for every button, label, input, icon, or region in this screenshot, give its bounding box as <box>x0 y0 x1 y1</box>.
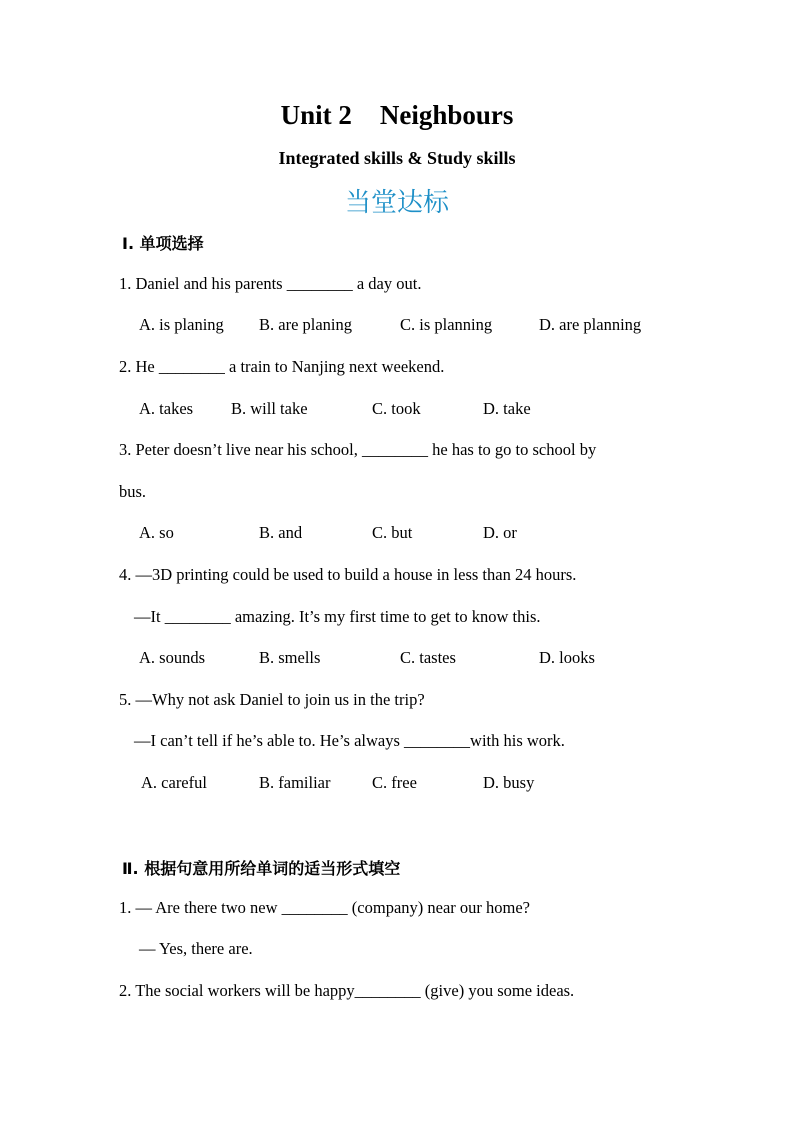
section2-heading: Ⅱ. 根据句意用所给单词的适当形式填空 <box>122 859 401 878</box>
q4-text-cont: —It ________ amazing. It’s my first time to get to know this. <box>134 607 541 626</box>
q3-option-b: B. and <box>259 523 303 542</box>
q5-text-cont: —I can’t tell if he’s able to. He’s always ________with his work. <box>134 731 565 750</box>
q4-option-d: D. looks <box>539 648 595 667</box>
q3-option-a: A. so <box>139 523 174 542</box>
q1-option-d: D. are planning <box>539 315 642 334</box>
q5-option-a: A. careful <box>141 773 207 792</box>
q4-option-c: C. tastes <box>400 648 456 667</box>
q2-option-d: D. take <box>483 399 531 418</box>
section1-heading: Ⅰ. 单项选择 <box>122 234 204 253</box>
q3-option-c: C. but <box>372 523 413 542</box>
title-unit: Unit 2 <box>280 100 352 130</box>
q5-option-c: C. free <box>372 773 417 792</box>
page-title <box>0 100 794 131</box>
q3-text: 3. Peter doesn’t live near his school, ________ he has to go to school by <box>119 440 597 459</box>
page-subtitle: Integrated skills & Study skills <box>278 148 516 168</box>
q5-option-d: D. busy <box>483 773 535 792</box>
q1-option-c: C. is planning <box>400 315 493 334</box>
q5-text: 5. —Why not ask Daniel to join us in the trip? <box>119 690 425 709</box>
s2-q1-text: 1. — Are there two new ________ (company) near our home? <box>119 898 531 917</box>
q4-option-b: B. smells <box>259 648 321 667</box>
q2-option-b: B. will take <box>231 399 308 418</box>
q4-text: 4. —3D printing could be used to build a house in less than 24 hours. <box>119 565 577 584</box>
practice-heading: 当堂达标 <box>344 188 449 218</box>
q2-option-c: C. took <box>372 399 421 418</box>
q3-text-cont: bus. <box>119 482 147 501</box>
q5-option-b: B. familiar <box>259 773 331 792</box>
title-topic: Neighbours <box>379 100 514 130</box>
q1-option-b: B. are planing <box>259 315 353 334</box>
q1-text: 1. Daniel and his parents ________ a day out. <box>119 274 422 293</box>
s2-q2-text: 2. The social workers will be happy________ (give) you some ideas. <box>119 981 575 1000</box>
q2-text: 2. He ________ a train to Nanjing next weekend. <box>119 357 445 376</box>
q3-option-d: D. or <box>483 523 517 542</box>
q2-option-a: A. takes <box>139 399 194 418</box>
s2-q1-answer: — Yes, there are. <box>139 939 253 958</box>
q4-option-a: A. sounds <box>139 648 206 667</box>
q1-option-a: A. is planing <box>139 315 224 334</box>
